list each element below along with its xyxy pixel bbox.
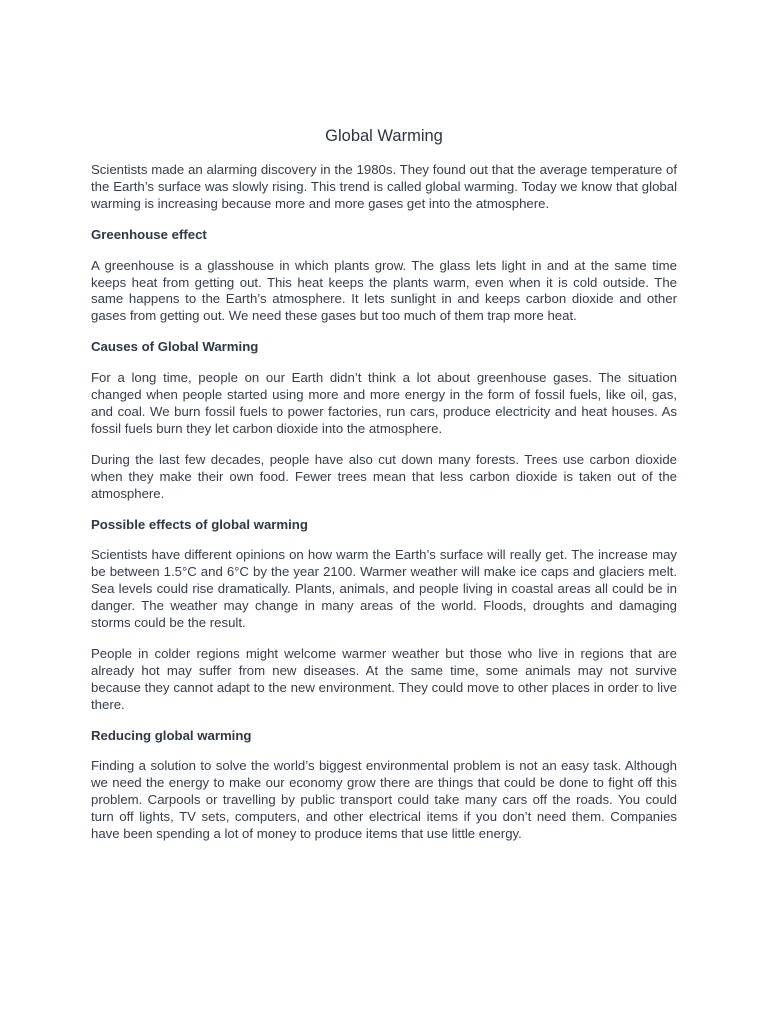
section-heading-greenhouse-effect: Greenhouse effect <box>91 226 207 242</box>
section-heading-causes: Causes of Global Warming <box>91 339 259 355</box>
section-heading-reducing: Reducing global warming <box>91 727 252 743</box>
causes-paragraph-1: For a long time, people on our Earth didn’t think a lot about greenhouse gases. The situation changed when people started using more and more energy in the form of fossil fuels, like oil, gas, and coal. We burn fossil fuels to power factories, run cars, produce electricity and heat houses. As fossil fuels burn they let carbon dioxide into the atmosphere. <box>91 370 677 436</box>
document-title: Global Warming <box>325 127 443 145</box>
intro-paragraph: Scientists made an alarming discovery in the 1980s. They found out that the average temperature of the Earth’s surface was slowly rising. This trend is called global warming. Today we know that global warming is increasing because more and more gases get into the atmosphere. <box>91 162 677 211</box>
effects-paragraph-1: Scientists have different opinions on how warm the Earth’s surface will really get. The increase may be between 1.5°C and 6°C by the year 2100. Warmer weather will make ice caps and glaciers melt. Sea levels could rise dramatically. Plants, animals, and people living in coastal areas all could be in danger. The weather may change in many areas of the world. Floods, droughts and damaging storms could be the result. <box>91 547 677 631</box>
effects-paragraph-2: People in colder regions might welcome warmer weather but those who live in regions that are already hot may suffer from new diseases. At the same time, some animals may not survive because they cannot adapt to the new environment. They could move to other places in order to live there. <box>91 645 677 712</box>
section-heading-possible-effects: Possible effects of global warming <box>91 516 308 532</box>
greenhouse-effect-paragraph: A greenhouse is a glasshouse in which plants grow. The glass lets light in and at the same time keeps heat from getting out. This heat keeps the plants warm, even when it is cold outside. The same happens to the Earth’s atmosphere. It lets sunlight in and keeps carbon dioxide and other gases from getting out. We need these gases but too much of them trap more heat. <box>91 257 677 324</box>
causes-paragraph-2: During the last few decades, people have also cut down many forests. Trees use carbon dioxide when they make their own food. Fewer trees mean that less carbon dioxide is taken out of the atmosphere. <box>91 451 677 501</box>
reducing-paragraph: Finding a solution to solve the world’s biggest environmental problem is not an easy task. Although we need the energy to make our economy grow there are things that could be done to fight off this problem. Carpools or travelling by public transport could take many cars off the roads. You could turn off lights, TV sets, computers, and other electrical items if you don’t need them. Companies have been spending a lot of money to produce items that use little energy. <box>91 758 677 842</box>
